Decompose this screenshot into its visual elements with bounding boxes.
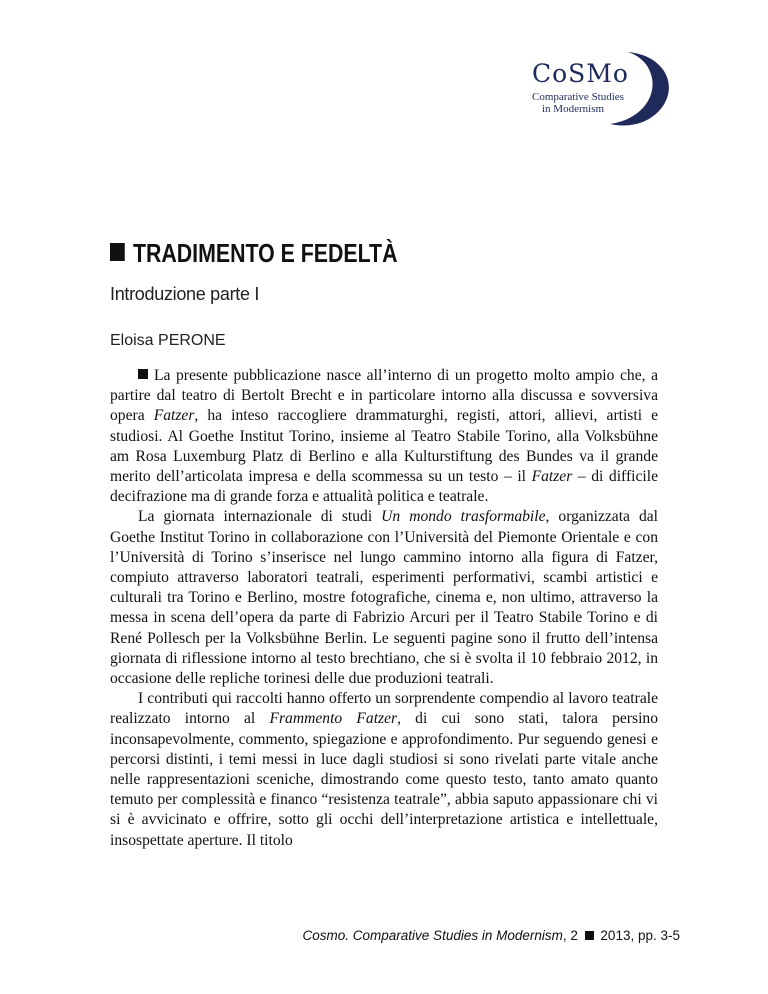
- page-footer: [303, 928, 680, 943]
- paragraph-2-text-b: , organizzata dal Goethe Institut Torino in collaborazione con l’Università del Piemonte Orientale e con l’Università di Torino s’inserisce nel lungo cammino intorno alla figura di Fatzer, compiuto attraverso laboratori teatrali, esperimenti performativi, scambi artistici e culturali tra Torino e Berlino, mostre fotografiche, cinema e, non ultimo, attraverso la messa in scena dell’opera da parte di Fabrizio Arcuri per il Teatro Stabile Torino e di René Pollesch per la Volksbühne Berlin. Le seguenti pagine sono il frutto dell’intensa giornata di riflessione intorno al testo brechtiano, che si è svolta il 10 febbraio 2012, in occasione delle repliche torinesi delle due produzioni teatrali.: [110, 508, 658, 688]
- paragraph-2: [110, 507, 658, 689]
- paragraph-2-emphasis: Un mondo trasformabile: [381, 508, 546, 526]
- logo-subtitle: [532, 91, 642, 115]
- logo-title: CoSMo: [532, 59, 629, 88]
- footer-journal: Cosmo. Comparative Studies in Modernism: [302, 928, 563, 943]
- paragraph-2-text-a: La giornata internazionale di studi: [138, 508, 382, 526]
- paragraph-1: [110, 366, 658, 507]
- cosmo-logo: [518, 50, 678, 126]
- article-body: [110, 366, 658, 851]
- paragraph-3-text-a: I contributi qui raccolti hanno offerto un sorprendente compendio al lavoro teatrale realizzato intorno al: [110, 690, 658, 728]
- paragraph-1-emphasis-1: Fatzer: [153, 407, 195, 425]
- black-square-icon: [110, 243, 125, 261]
- paragraph-3-emphasis: Frammento Fatzer: [269, 710, 398, 728]
- article-author: Eloisa PERONE: [110, 332, 226, 349]
- footer-year-pages: 2013, pp. 3-5: [600, 928, 680, 943]
- article-title-text: TRADIMENTO E FEDELTÀ: [132, 238, 398, 268]
- paragraph-3: [110, 689, 658, 851]
- paragraph-1-text-c: – di difficile decifrazione ma di grande forza e attualità politica e teatrale.: [110, 468, 658, 506]
- paragraph-3-text-b: , di cui sono stati, talora persino inconsapevolmente, commento, spiegazione e approfondimento. Pur seguendo genesi e percorsi distinti, i temi messi in luce dagli studiosi si sono rivelati parte vitale anche nelle rappresentazioni sceniche, dimostrando come questo testo, tanto amato quanto temuto per complessità e financo “resistenza teatrale”, abbia saputo appassionare chi vi si è avvicinato e offrire, sotto gli occhi dell’interpretazione artistica e intellettuale, insospettate aperture. Il titolo: [110, 710, 658, 849]
- black-square-icon: [138, 369, 148, 379]
- paragraph-1-text-b: , ha inteso raccogliere drammaturghi, registi, attori, allievi, artisti e studiosi. Al Goethe Institut Torino, insieme al Teatro Stabile Torino, alla Volksbühne am Rosa Luxemburg Platz di Berlino e alla Kulturstiftung des Bundes va il grande merito dell’articolata impresa e della scommessa su un testo – il: [110, 407, 659, 486]
- black-square-icon: [585, 931, 594, 940]
- article-title: [110, 238, 397, 269]
- footer-issue: , 2: [562, 928, 578, 943]
- paragraph-1-emphasis-2: Fatzer: [531, 468, 573, 486]
- paragraph-1-text-a: La presente pubblicazione nasce all’interno di un progetto molto ampio che, a partire dal teatro di Bertolt Brecht e in particolare intorno alla discussa e sovversiva opera: [110, 367, 658, 425]
- logo-subtitle-line2: in Modernism: [542, 103, 605, 115]
- logo-subtitle-line1: Comparative Studies: [532, 91, 624, 103]
- article-subtitle: Introduzione parte I: [110, 284, 260, 304]
